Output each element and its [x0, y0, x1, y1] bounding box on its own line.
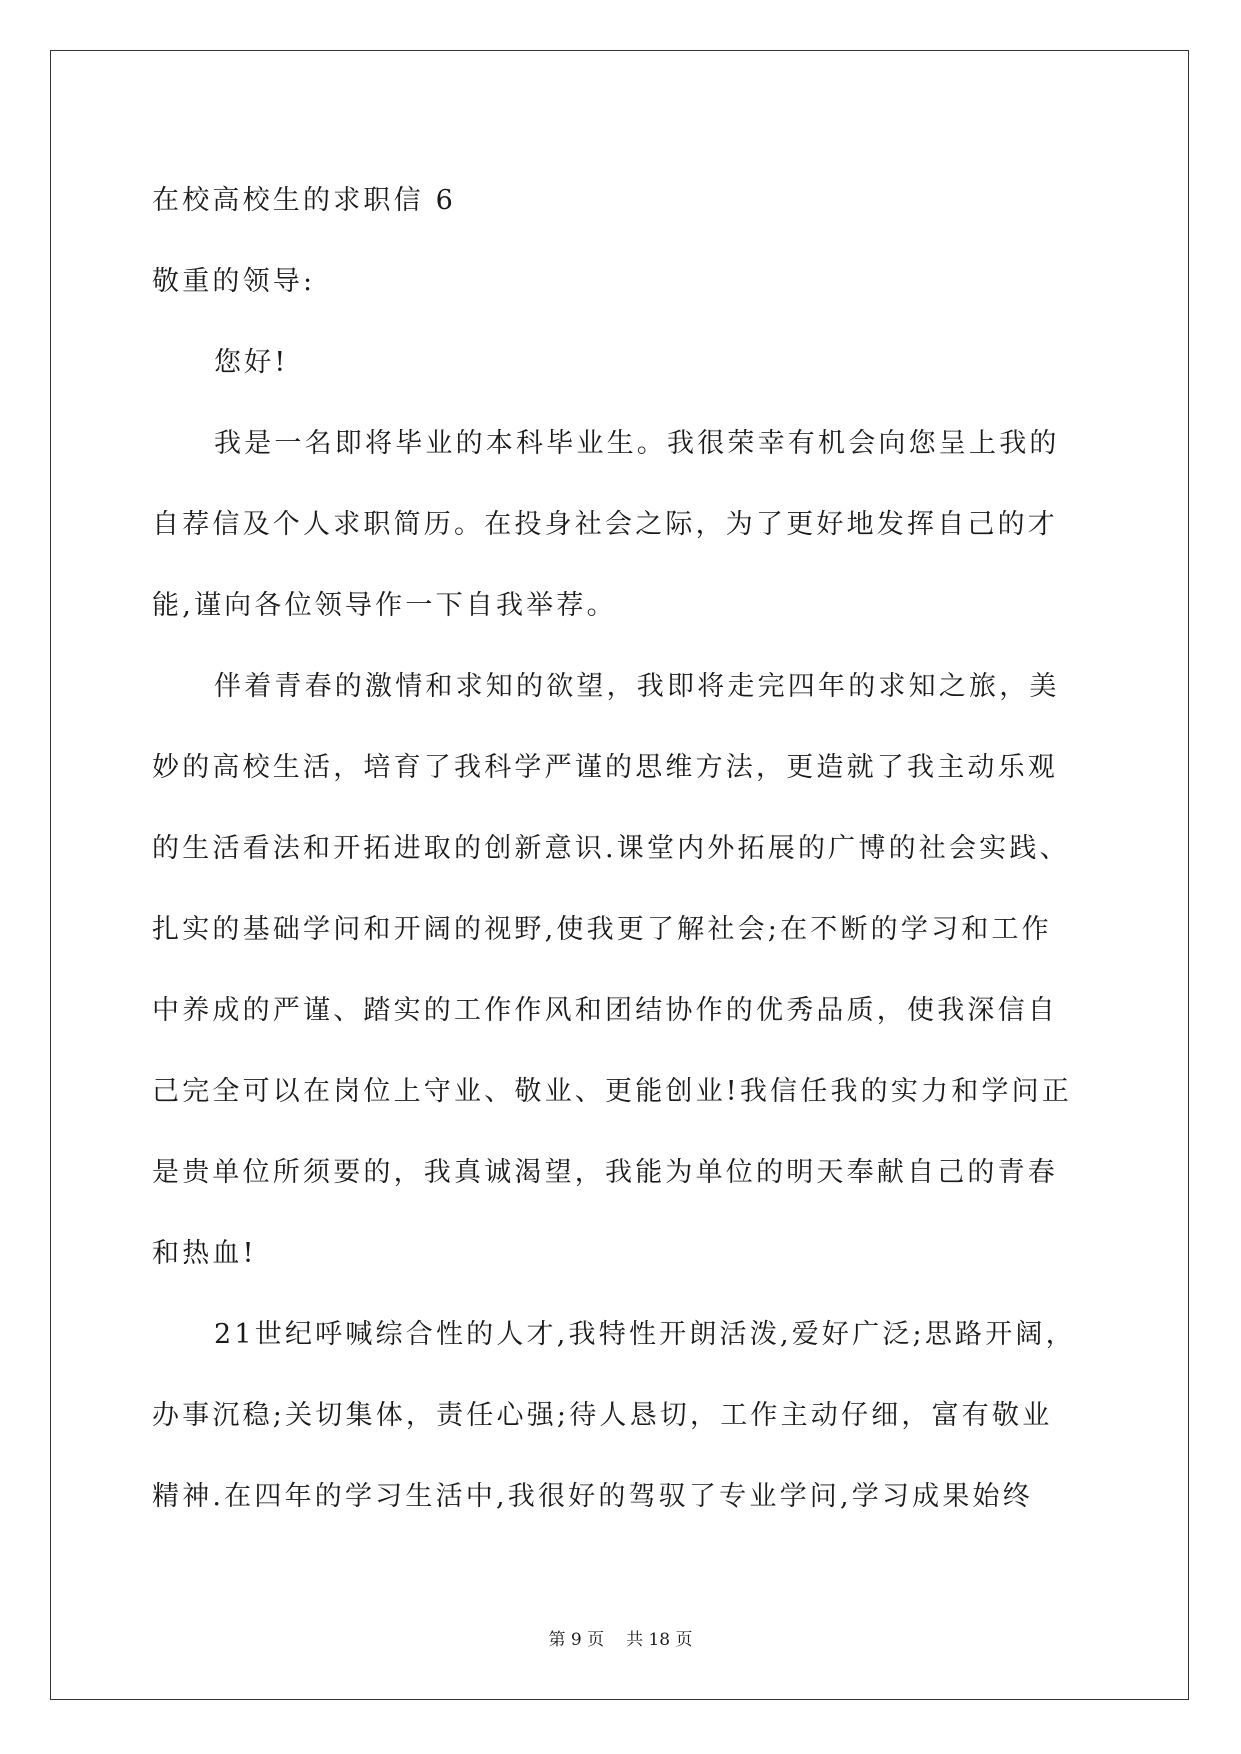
body-line: 的生活看法和开拓进取的创新意识.课堂内外拓展的广博的社会实践、	[152, 833, 1070, 864]
body-line: 办事沉稳;关切集体，责任心强;待人恳切，工作主动仔细，富有敬业	[152, 1400, 1053, 1431]
page-footer	[0, 1625, 1241, 1650]
body-line: 我是一名即将毕业的本科毕业生。我很荣幸有机会向您呈上我的	[214, 428, 1060, 459]
body-line: 中养成的严谨、踏实的工作作风和团结协作的优秀品质，使我深信自	[152, 995, 1058, 1026]
body-line: 精神.在四年的学习生活中,我很好的驾驭了专业学问,学习成果始终	[152, 1481, 1033, 1512]
page-total: 共 18 页	[626, 1630, 693, 1650]
body-line: 和热血!	[152, 1238, 257, 1269]
page-number: 第 9 页	[548, 1630, 605, 1650]
body-text	[152, 403, 1092, 1537]
salutation: 敬重的领导:	[152, 266, 316, 297]
body-line: 妙的高校生活，培育了我科学严谨的思维方法，更造就了我主动乐观	[152, 752, 1058, 783]
body-line: 扎实的基础学问和开阔的视野,使我更了解社会;在不断的学习和工作	[152, 914, 1052, 945]
body-line: 21世纪呼喊综合性的人才,我特性开朗活泼,爱好广泛;思路开阔，	[214, 1319, 1076, 1350]
body-line: 己完全可以在岗位上守业、敬业、更能创业!我信任我的实力和学问正	[152, 1076, 1073, 1107]
body-line: 自荐信及个人求职简历。在投身社会之际，为了更好地发挥自己的才	[152, 509, 1058, 540]
body-line: 伴着青春的激情和求知的欲望，我即将走完四年的求知之旅，美	[214, 671, 1060, 702]
document-body	[152, 160, 1092, 1537]
document-title: 在校高校生的求职信 6	[152, 185, 456, 216]
body-line: 是贵单位所须要的，我真诚渴望，我能为单位的明天奉献自己的青春	[152, 1157, 1058, 1188]
body-line: 能,谨向各位领导作一下自我举荐。	[152, 590, 617, 621]
greeting: 您好!	[214, 347, 289, 378]
